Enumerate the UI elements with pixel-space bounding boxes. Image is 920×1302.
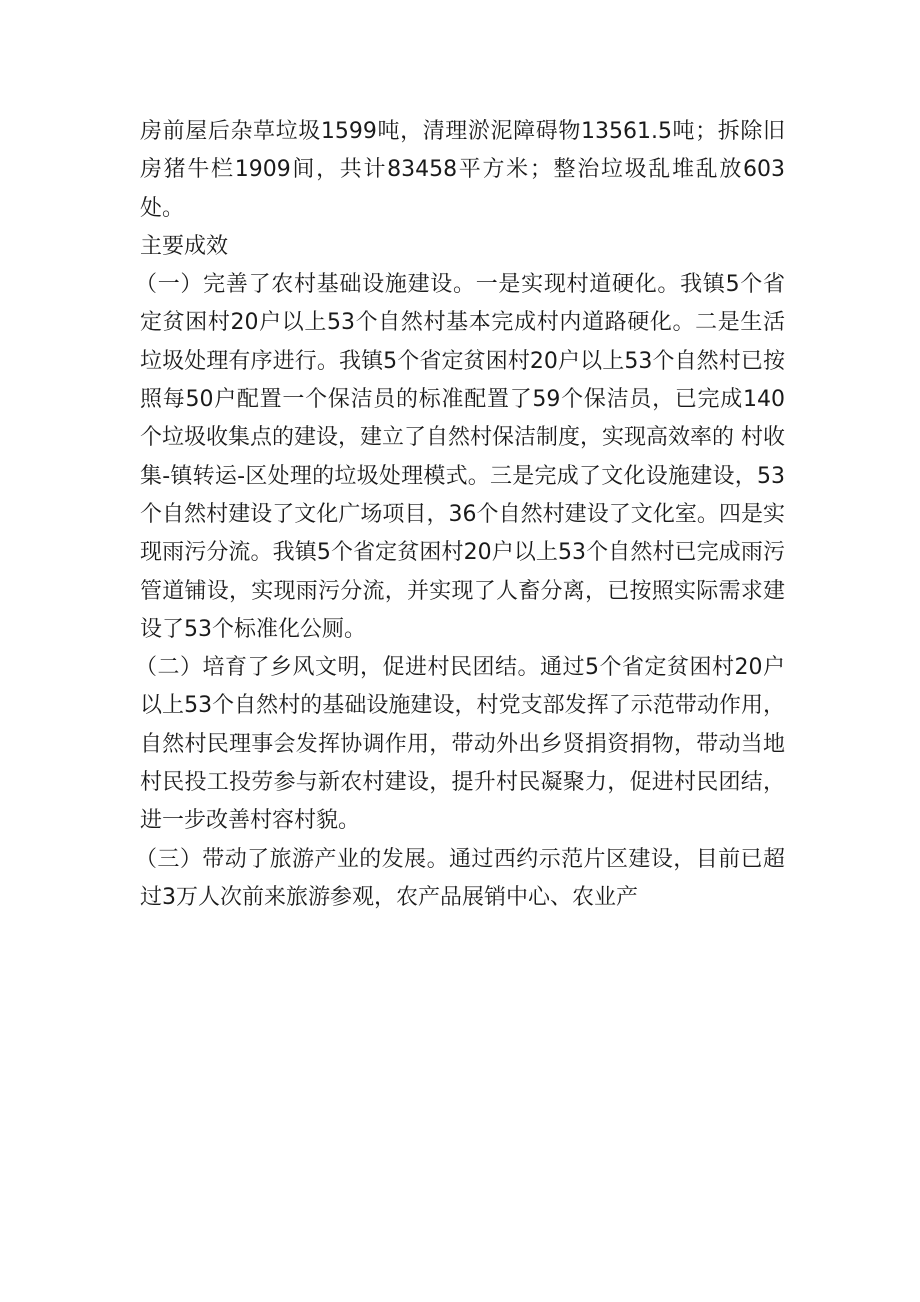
paragraph-cleanup-stats: 房前屋后杂草垃圾1599吨，清理淤泥障碍物13561.5吨；拆除旧房猪牛栏1909间，共计83458平方米；整治垃圾乱堆乱放603处。	[140, 119, 785, 221]
section-heading-main-results: 主要成效	[140, 233, 229, 259]
document-body	[135, 113, 785, 917]
paragraph-tourism: （三）带动了旅游产业的发展。通过西约示范片区建设，目前已超过3万人次前来旅游参观，农产品展销中心、农业产	[135, 846, 785, 910]
paragraph-rural-civilization: （二）培育了乡风文明，促进村民团结。通过5个省定贫困村20户以上53个自然村的基础设施建设，村党支部发挥了示范带动作用，自然村民理事会发挥协调作用，带动外出乡贤捐资捐物，带动当地村民投工投劳参与新农村建设，提升村民凝聚力，促进村民团结，进一步改善村容村貌。	[135, 655, 785, 834]
paragraph-infrastructure: （一）完善了农村基础设施建设。一是实现村道硬化。我镇5个省定贫困村20户以上53个自然村基本完成村内道路硬化。二是生活垃圾处理有序进行。我镇5个省定贫困村20户以上53个自然村已按照每50户配置一个保洁员的标准配置了59个保洁员，已完成140个垃圾收集点的建设，建立了自然村保洁制度，实现高效率的 村收集-镇转运-区处理的垃圾处理模式。三是完成了文化设施建设，53个自然村建设了文化广场项目，36个自然村建设了文化室。四是实现雨污分流。我镇5个省定贫困村20户以上53个自然村已完成雨污管道铺设，实现雨污分流，并实现了人畜分离，已按照实际需求建设了53个标准化公厕。	[135, 272, 785, 642]
